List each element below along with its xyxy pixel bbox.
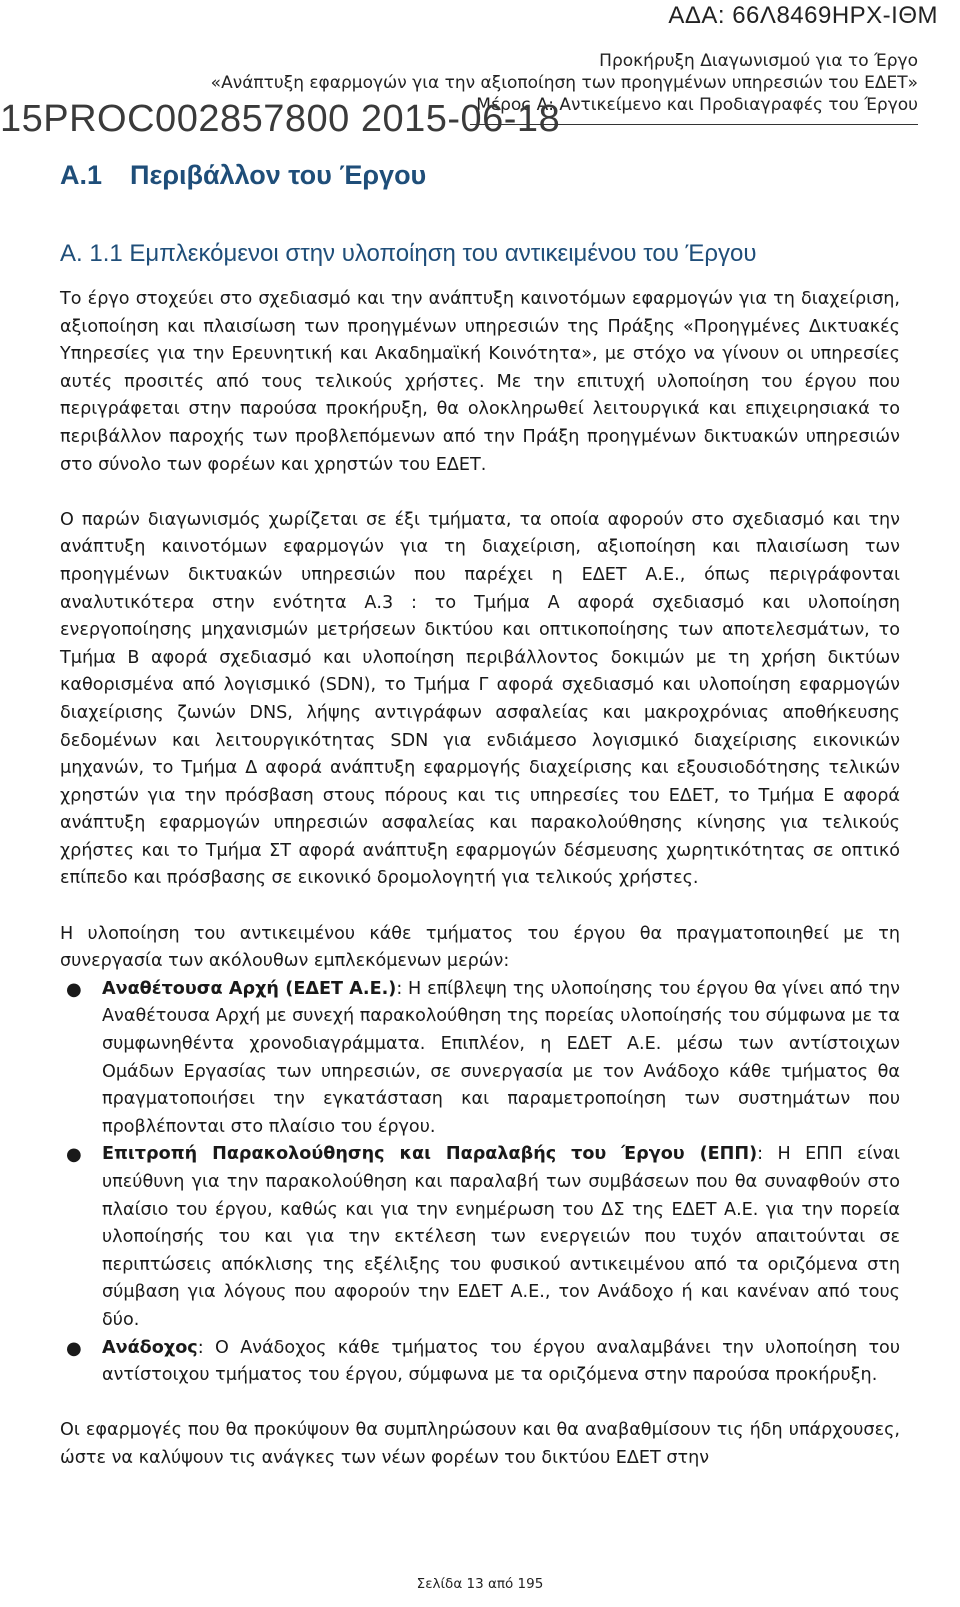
paragraph-3: Η υλοποίηση του αντικειμένου κάθε τμήματος του έργου θα πραγματοποιηθεί με τη συνεργασία των ακόλουθων εμπλεκόμενων μερών: [60, 923, 900, 972]
section-heading [60, 160, 426, 191]
list-item-term: Επιτροπή Παρακολούθησης και Παραλαβής του Έργου (ΕΠΠ) [102, 1144, 758, 1165]
list-item-term: Αναθέτουσα Αρχή (ΕΔΕΤ Α.Ε.) [102, 978, 397, 999]
bullet-icon: ● [66, 1144, 82, 1166]
document-stamp: 15PROC002857800 2015-06-18 [0, 98, 561, 140]
list-item [60, 1141, 900, 1334]
header-line-1: Προκήρυξη Διαγωνισμού για το Έργο [599, 51, 918, 71]
list-item [60, 1335, 900, 1390]
list-item-text: : Η ΕΠΠ είναι υπεύθυνη για την παρακολούθηση και παραλαβή των συμβάσεων που θα συναφθούν στο πλαίσιο του έργου, καθώς και για την ενημέρωση του ΔΣ της ΕΔΕΤ Α.Ε. για την πορεία υλοποίησής του και για την εκτέλεση των ενεργειών που τυχόν απαιτούνται σε περιπτώσεις απόκλισης της εξέλιξης του φυσικού αντικειμένου από τα οριζόμενα στη σύμβαση για λόγους που αφορούν την ΕΔΕΤ Α.Ε., τον Ανάδοχο ή και κανέναν από τους δύο. [102, 1144, 900, 1330]
paragraph-4: Οι εφαρμογές που θα προκύψουν θα συμπληρώσουν και θα αναβαθμίσουν τις ήδη υπάρχουσες, ώστε να καλύψουν τις ανάγκες των νέων φορέων του δικτύου ΕΔΕΤ στην [60, 1420, 900, 1468]
bullet-icon: ● [66, 1337, 82, 1359]
list-item-text: : Η επίβλεψη της υλοποίησης του έργου θα γίνει από την Αναθέτουσα Αρχή με συνεχή παρακολούθηση της πορείας υλοποίησής του σύμφωνα με τα συμφωνηθέντα χρονοδιαγράμματα. Επιπλέον, η ΕΔΕΤ Α.Ε. μέσω των αντίστοιχων Ομάδων Εργασίας των υπηρεσιών, σε συνεργασία με τον Ανάδοχο κάθε τμήματος θα πραγματοποιήσει την εγκατάσταση και παραμετροποίηση των συστημάτων που προβλέπονται στο πλαίσιο του έργου. [102, 978, 900, 1137]
header-line-2: «Ανάπτυξη εφαρμογών για την αξιοποίηση των προηγμένων υπηρεσιών του ΕΔΕΤ» [210, 73, 918, 93]
ada-code: ΑΔΑ: 66Λ8469ΗΡΧ-ΙΘΜ [668, 2, 938, 29]
section-title: Περιβάλλον του Έργου [130, 160, 427, 190]
bullet-icon: ● [66, 978, 82, 1000]
paragraph-2: Ο παρών διαγωνισμός χωρίζεται σε έξι τμήματα, τα οποία αφορούν στο σχεδιασμό και την ανάπτυξη καινοτόμων εφαρμογών για τη διαχείριση, αξιοποίηση και πλαισίωση των προηγμένων δικτυακών υπηρεσιών που παρέχει η ΕΔΕΤ Α.Ε., όπως περιγράφονται αναλυτικότερα στην ενότητα Α.3 : το Τμήμα Α αφορά σχεδιασμό και υλοποίηση ενεργοποίησης μηχανισμών μετρήσεων δικτύου και οπτικοποίησης των αποτελεσμάτων, το Τμήμα Β αφορά σχεδιασμό και υλοποίηση περιβάλλοντος δοκιμών με τη χρήση δικτύων καθορισμένα από λογισμικό (SDN), το Τμήμα Γ αφορά σχεδιασμό και υλοποίηση εφαρμογών διαχείρισης ζωνών DNS, λήψης αντιγράφων ασφαλείας και μακροχρόνιας αποθήκευσης δεδομένων και λειτουργικότητας SDN για ενδιάμεσο λογισμικό διαχείρισης εικονικών μηχανών, το Τμήμα Δ αφορά ανάπτυξη εφαρμογής διαχείρισης και εξουσιοδότησης τελικών χρηστών για την πρόσβαση στους πόρους και τις υπηρεσίες του ΕΔΕΤ, το Τμήμα Ε αφορά ανάπτυξη εφαρμογών υπηρεσιών ασφαλείας και παρακολούθησης κίνησης για τελικούς χρήστες και το Τμήμα ΣΤ αφορά ανάπτυξη εφαρμογών δέσμευσης χωρητικότητας σε οπτικό επίπεδο και πρόσβασης σε εικονικό δρομολογητή για τελικούς χρήστες. [60, 509, 900, 889]
stakeholder-list [60, 976, 900, 1390]
section-number: Α.1 [60, 160, 103, 190]
list-item-term: Ανάδοχος [102, 1337, 198, 1358]
list-item [60, 976, 900, 1142]
list-item-text: : Ο Ανάδοχος κάθε τμήματος του έργου αναλαμβάνει την υλοποίηση του αντίστοιχου τμήματος του έργου, σύμφωνα με τα οριζόμενα στην παρούσα προκήρυξη. [102, 1337, 900, 1386]
subsection-heading: Α. 1.1 Εμπλεκόμενοι στην υλοποίηση του αντικειμένου του Έργου [60, 240, 757, 267]
header-line-3: Μέρος Α: Αντικείμενο και Προδιαγραφές του Έργου [476, 95, 918, 115]
page-footer: Σελίδα 13 από 195 [416, 1576, 544, 1592]
paragraph-1: Το έργο στοχεύει στο σχεδιασμό και την ανάπτυξη καινοτόμων εφαρμογών για τη διαχείριση, αξιοποίηση και πλαισίωση των προηγμένων υπηρεσιών της Πράξης «Προηγμένες Δικτυακές Υπηρεσίες για την Ερευνητική και Ακαδημαϊκή Κοινότητα», με στόχο να γίνουν οι υπηρεσίες αυτές προσιτές από τους τελικούς χρήστες. Με την επιτυχή υλοποίηση του έργου που περιγράφεται στην παρούσα προκήρυξη, θα ολοκληρωθεί λειτουργικά και επιχειρησιακά το περιβάλλον παροχής των προβλεπόμενων από την Πράξη προηγμένων δικτυακών υπηρεσιών στο σύνολο των φορέων και χρηστών του ΕΔΕΤ. [60, 289, 900, 475]
document-body [60, 286, 900, 1500]
